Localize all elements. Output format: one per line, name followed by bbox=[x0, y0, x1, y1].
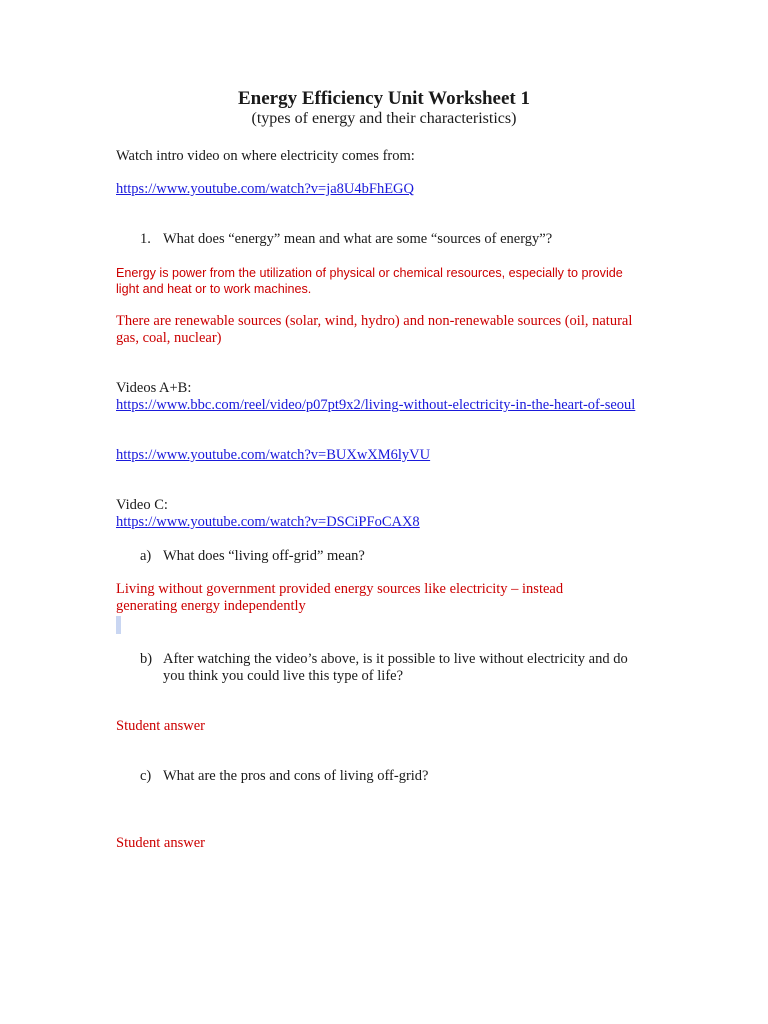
answer-1-definition: Energy is power from the utilization of physical or chemical resources, especially to provide light and heat or to work machines. bbox=[116, 266, 623, 296]
text-cursor-highlight bbox=[116, 616, 121, 634]
question-1 bbox=[0, 231, 768, 248]
question-1-number: 1. bbox=[140, 231, 151, 247]
intro-video-link[interactable]: https://www.youtube.com/watch?v=ja8U4bFhEGQ bbox=[116, 181, 415, 197]
video-b-link[interactable]: https://www.youtube.com/watch?v=BUXwXM6lyVU bbox=[116, 447, 431, 463]
question-a-text: What does “living off-grid” mean? bbox=[163, 548, 365, 564]
answer-1-sources: There are renewable sources (solar, wind, hydro) and non-renewable sources (oil, natural gas, coal, nuclear) bbox=[116, 313, 633, 346]
question-c-label: c) bbox=[140, 768, 152, 784]
answer-b: Student answer bbox=[116, 718, 205, 734]
intro-text: Watch intro video on where electricity comes from: bbox=[116, 148, 415, 164]
question-a-label: a) bbox=[140, 548, 152, 564]
question-b-text: After watching the video’s above, is it possible to live without electricity and do you think you could live this type of life? bbox=[163, 651, 628, 684]
answer-a: Living without government provided energy sources like electricity – instead generating energy independently bbox=[116, 581, 564, 614]
page-title: Energy Efficiency Unit Worksheet 1 bbox=[237, 88, 530, 109]
question-c bbox=[0, 768, 768, 785]
question-c-text: What are the pros and cons of living off-grid? bbox=[163, 768, 429, 784]
question-b-label: b) bbox=[140, 651, 153, 667]
answer-c: Student answer bbox=[116, 835, 205, 851]
videos-ab-heading: Videos A+B: bbox=[116, 380, 192, 396]
video-a-link[interactable]: https://www.bbc.com/reel/video/p07pt9x2/living-without-electricity-in-the-heart-of-seoul bbox=[116, 397, 636, 413]
video-c-heading: Video C: bbox=[116, 497, 168, 513]
video-c-link[interactable]: https://www.youtube.com/watch?v=DSCiPFoCAX8 bbox=[116, 514, 420, 530]
question-b bbox=[0, 651, 768, 685]
question-1-text: What does “energy” mean and what are some “sources of energy”? bbox=[163, 231, 553, 247]
page-subtitle: (types of energy and their characteristics) bbox=[251, 110, 517, 127]
question-a bbox=[0, 548, 768, 565]
